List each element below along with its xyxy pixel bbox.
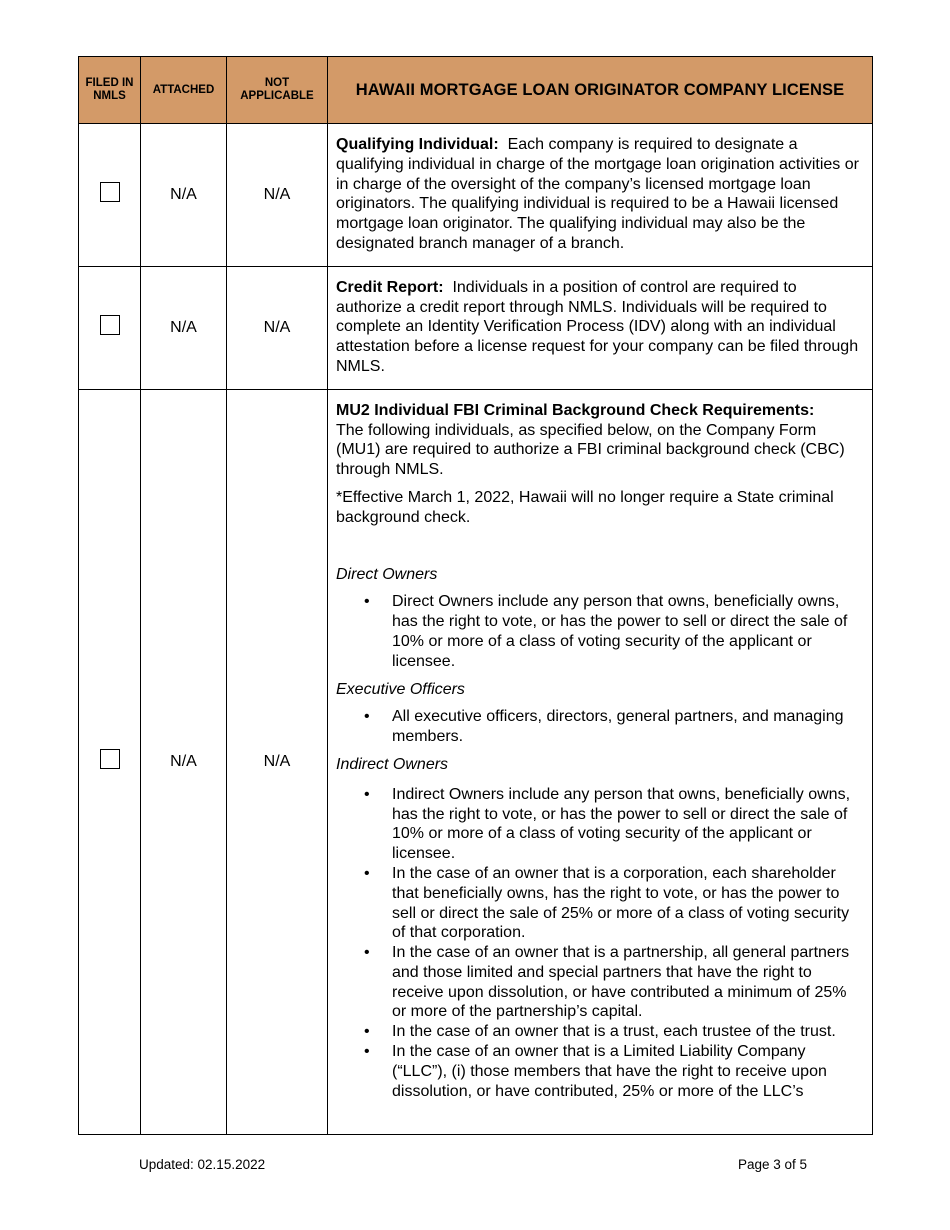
table-row-credit-report (79, 266, 873, 389)
footer-updated-date: Updated: 02.15.2022 (139, 1157, 266, 1172)
requirement-heading: Qualifying Individual: (336, 136, 499, 153)
requirement-intro: The following individuals, as specified below, on the Company Form (MU1) are required to authorize a FBI criminal background check (CBC) through NMLS. (336, 421, 845, 479)
table-header-row (79, 57, 873, 124)
list-item: • All executive officers, directors, general partners, and managing members. (392, 707, 864, 747)
filed-in-nmls-checkbox[interactable] (100, 182, 120, 202)
direct-owners-list (336, 592, 864, 671)
requirement-text: Individuals in a position of control are required to authorize a credit report through NMLS. Individuals will be required to complete an Identity Verification Process (IDV) along with an individual attestation before a license request for your company can be filed through NMLS. (336, 278, 859, 375)
list-item: • Indirect Owners include any person that owns, beneficially owns, has the right to vote, or has the power to sell or direct the sale of 10% or more of a class of voting security of the applicant or licensee. (392, 785, 864, 864)
requirement-note: *Effective March 1, 2022, Hawaii will no longer require a State criminal background check. (336, 488, 834, 526)
list-item: • In the case of an owner that is a corporation, each shareholder that beneficially owns, has the right to vote, or has the power to sell or direct the sale of 25% or more of a class of voting security of that corporation. (392, 864, 864, 943)
table-title: HAWAII MORTGAGE LOAN ORIGINATOR COMPANY LICENSE (328, 57, 873, 124)
indirect-owners-list (336, 785, 864, 1102)
license-checklist-table (78, 56, 873, 1135)
list-item: • In the case of an owner that is a Limited Liability Company (“LLC”), (i) those members that have the right to receive upon dissolution, or have contributed, 25% or more of the LLC’s (392, 1042, 864, 1101)
executive-officers-list (336, 707, 864, 747)
indirect-owners-heading: Indirect Owners (336, 755, 449, 773)
attached-cell: N/A (141, 124, 227, 267)
executive-officers-heading: Executive Officers (336, 680, 465, 698)
requirement-description (328, 266, 873, 389)
table-row-qualifying-individual (79, 124, 873, 267)
filed-cell (79, 266, 141, 389)
requirement-text: Each company is required to designate a qualifying individual in charge of the mortgage loan origination activities or in charge of the oversight of the company’s licensed mortgage loan originators. The qualifying individual is required to be a Hawaii licensed mortgage loan originator. The qualifying individual may also be the designated branch manager of a branch. (336, 136, 859, 252)
requirement-description (328, 389, 873, 1134)
requirement-heading: MU2 Individual FBI Criminal Background Check Requirements: (336, 401, 815, 419)
filed-cell (79, 124, 141, 267)
list-item: • In the case of an owner that is a trust, each trustee of the trust. (392, 1022, 864, 1042)
direct-owners-heading: Direct Owners (336, 565, 438, 583)
requirement-heading: Credit Report: (336, 278, 444, 296)
filed-cell (79, 389, 141, 1134)
list-item: • In the case of an owner that is a partnership, all general partners and those limited and special partners that have the right to receive upon dissolution, or have contributed a minimum of 25% or more of the partnership’s capital. (392, 943, 864, 1022)
column-header-attached: ATTACHED (141, 57, 227, 124)
attached-cell: N/A (141, 266, 227, 389)
attached-cell: N/A (141, 389, 227, 1134)
requirement-description (328, 124, 873, 267)
not-applicable-cell: N/A (227, 266, 328, 389)
table-row-fbi-background-check (79, 389, 873, 1134)
filed-in-nmls-checkbox[interactable] (100, 749, 120, 769)
column-header-filed-in-nmls: FILED IN NMLS (79, 57, 141, 124)
filed-in-nmls-checkbox[interactable] (100, 315, 120, 335)
column-header-not-applicable: NOT APPLICABLE (227, 57, 328, 124)
footer-page-number: Page 3 of 5 (738, 1157, 808, 1172)
not-applicable-cell: N/A (227, 389, 328, 1134)
not-applicable-cell: N/A (227, 124, 328, 267)
list-item: • Direct Owners include any person that owns, beneficially owns, has the right to vote, or has the power to sell or direct the sale of 10% or more of a class of voting security of the applicant or licensee. (392, 592, 864, 671)
